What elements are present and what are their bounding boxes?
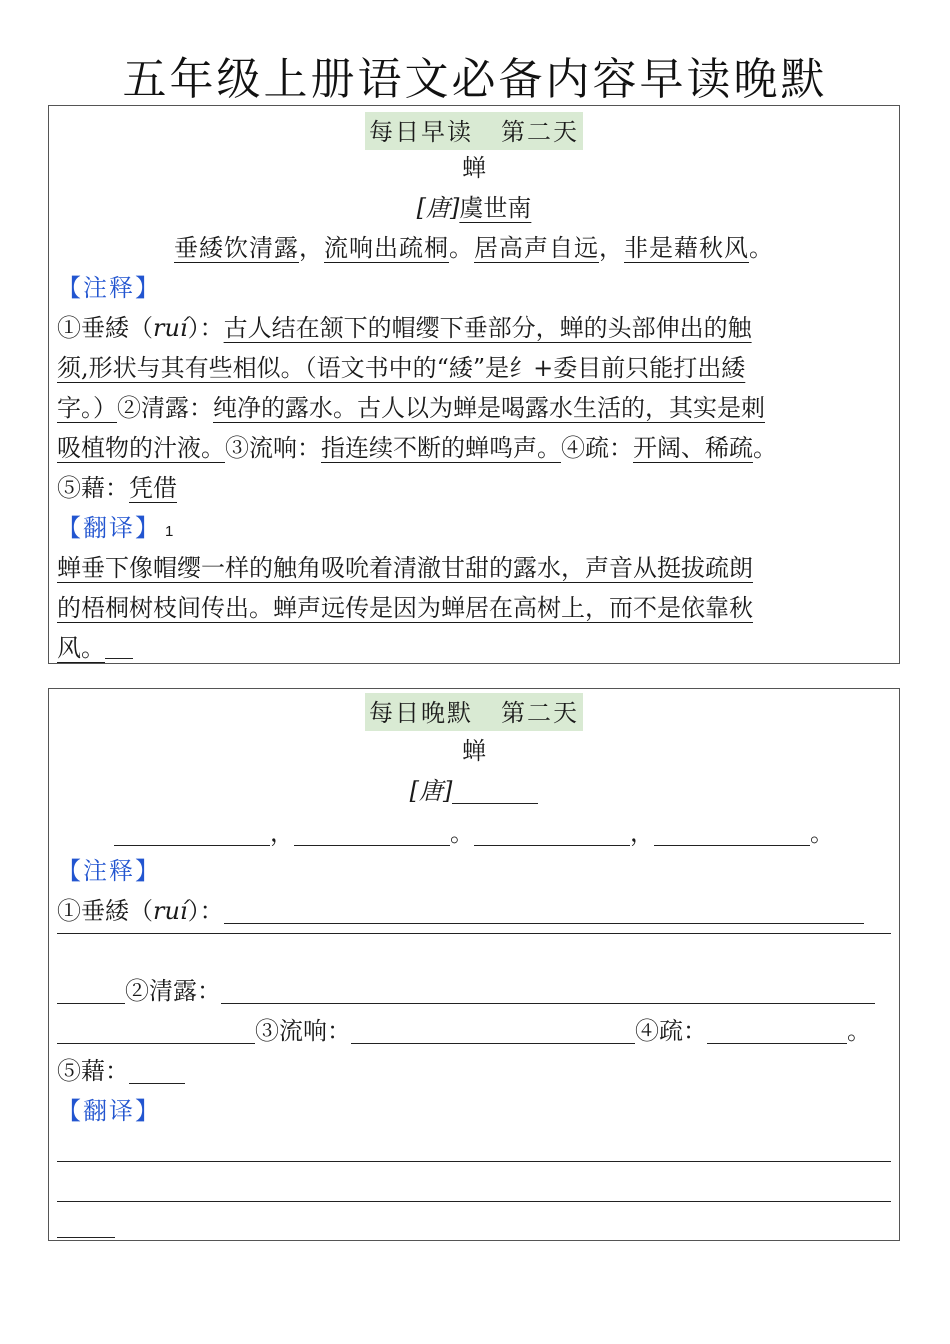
e-punct-4: 。 <box>810 819 834 847</box>
note-5-answer: 凭借 <box>129 474 177 502</box>
note-2-answer-cont: 吸植物的汁液。 <box>57 434 225 462</box>
e-punct-1: ， <box>270 819 294 847</box>
morning-tag-highlight <box>365 112 583 150</box>
note-1-answer: 古人结在颔下的帽缨下垂部分，蝉的头部伸出的触 <box>223 314 752 342</box>
morning-tag: 每日早读 <box>369 118 473 146</box>
note-2-key: ②清露： <box>117 394 213 422</box>
note-line-3 <box>57 388 891 428</box>
translate-text-1: 蝉垂下像帽缨一样的触角吸吮着清澈甘甜的露水，声音从挺拔疏朗 <box>57 554 753 582</box>
note-1-colon: ）： <box>187 314 224 342</box>
punct-3: ， <box>599 234 624 262</box>
punct-2: 。 <box>449 234 474 262</box>
note-3-key: ③流响： <box>225 434 321 462</box>
translate-label-text: 【翻译】 <box>57 514 161 542</box>
e-punct-3: ， <box>630 819 654 847</box>
translate-line-2 <box>57 588 891 628</box>
e-note-1-colon: ）： <box>187 897 224 925</box>
note-1-blank-end[interactable] <box>57 971 125 1004</box>
evening-translate-label-text: 【翻译】 <box>57 1097 161 1125</box>
evening-poem-body <box>57 813 891 853</box>
translate-text-2: 的梧桐树枝间传出。蝉声远传是因为蝉居在高树上，而不是依靠秋 <box>57 594 753 622</box>
e-note-line-1 <box>57 891 891 931</box>
poem-line-2: 流响出疏桐 <box>324 234 449 262</box>
evening-day: 第二天 <box>501 699 579 727</box>
note-1-key: ①垂緌（ <box>57 314 153 342</box>
translate-text-3: 风。 <box>57 634 105 662</box>
note-5-key: ⑤藉： <box>57 474 129 502</box>
note-1-blank-cont[interactable] <box>57 933 891 934</box>
note-line-1 <box>57 308 891 348</box>
poem-author-line <box>57 188 891 228</box>
e-note-3-key: ③流响： <box>255 1017 351 1045</box>
translate-tail-underline <box>105 628 133 659</box>
poem-blank-2[interactable] <box>294 813 450 846</box>
e-note-line-4 <box>57 1011 891 1051</box>
punct-1: ， <box>299 234 324 262</box>
translate-blank-3[interactable] <box>57 1237 115 1238</box>
note-2-answer: 纯净的露水。古人以为蝉是喝露水生活的，其实是刺 <box>213 394 765 422</box>
evening-translate-label <box>57 1091 891 1131</box>
evening-author-line <box>57 771 891 811</box>
e-note-1-pinyin: ruí <box>153 897 188 925</box>
poem-line-4: 非是藉秋风 <box>624 234 749 262</box>
e-note-2-key: ②清露： <box>125 977 221 1005</box>
page-title: 五年级上册语文必备内容早读晚默 <box>122 54 828 105</box>
note-4-key: ④疏： <box>561 434 633 462</box>
notes-label-text: 【注释】 <box>57 274 161 302</box>
evening-dynasty: [唐] <box>409 777 453 805</box>
note-line-4 <box>57 428 891 468</box>
translate-line-1 <box>57 548 891 588</box>
poem-title: 蝉 <box>462 154 486 182</box>
poem-line-3: 居高声自远 <box>474 234 599 262</box>
note-line-5 <box>57 468 891 508</box>
evening-header <box>57 693 891 733</box>
author-blank[interactable] <box>452 771 538 804</box>
evening-poem-title: 蝉 <box>462 737 486 765</box>
punct-4: 。 <box>749 234 774 262</box>
e-note-4-end: 。 <box>847 1017 871 1045</box>
note-4-blank[interactable] <box>707 1011 847 1044</box>
translate-blank-1[interactable] <box>57 1161 891 1162</box>
notes-label <box>57 268 891 308</box>
note-1-answer-cont: 须,形状与其有些相似。（语文书中的“緌”是纟+委目前只能打出緌 <box>57 354 746 382</box>
dynasty: [唐] <box>416 194 460 222</box>
translate-line-3 <box>57 628 891 668</box>
note-2-blank[interactable] <box>221 971 875 1004</box>
e-note-1-key: ①垂緌（ <box>57 897 153 925</box>
note-3-blank[interactable] <box>351 1011 635 1044</box>
note-1-answer-end: 字。） <box>57 394 117 422</box>
poem-line-1: 垂緌饮清露 <box>174 234 299 262</box>
e-note-line-5 <box>57 1051 891 1091</box>
note-3-answer: 指连续不断的蝉鸣声。 <box>321 434 561 462</box>
poem-blank-3[interactable] <box>474 813 630 846</box>
note-4-answer: 开阔、稀疏 <box>633 434 753 462</box>
evening-tag-highlight <box>365 693 583 731</box>
note-5-blank[interactable] <box>129 1051 185 1084</box>
evening-tag: 每日晚默 <box>369 699 473 727</box>
note-line-2 <box>57 348 891 388</box>
morning-header <box>57 112 891 152</box>
note-4-end: 。 <box>753 434 777 462</box>
evening-notes-label-text: 【注释】 <box>57 857 161 885</box>
e-punct-2: 。 <box>450 819 474 847</box>
note-1-pinyin: ruí <box>153 314 188 342</box>
poem-blank-1[interactable] <box>114 813 270 846</box>
morning-day: 第二天 <box>501 118 579 146</box>
morning-reading-box <box>48 105 900 664</box>
translate-mark: 1 <box>165 523 174 540</box>
note-1-blank[interactable] <box>224 891 864 924</box>
e-note-line-3 <box>57 971 891 1011</box>
translate-blank-2[interactable] <box>57 1201 891 1202</box>
evening-notes-label <box>57 851 891 891</box>
e-note-5-key: ⑤藉： <box>57 1057 129 1085</box>
poem-body <box>57 228 891 268</box>
author: 虞世南 <box>459 194 532 222</box>
e-note-4-key: ④疏： <box>635 1017 707 1045</box>
translate-label <box>57 508 891 548</box>
evening-dictation-box <box>48 688 900 1241</box>
poem-blank-4[interactable] <box>654 813 810 846</box>
note-2-blank-cont[interactable] <box>57 1011 255 1044</box>
